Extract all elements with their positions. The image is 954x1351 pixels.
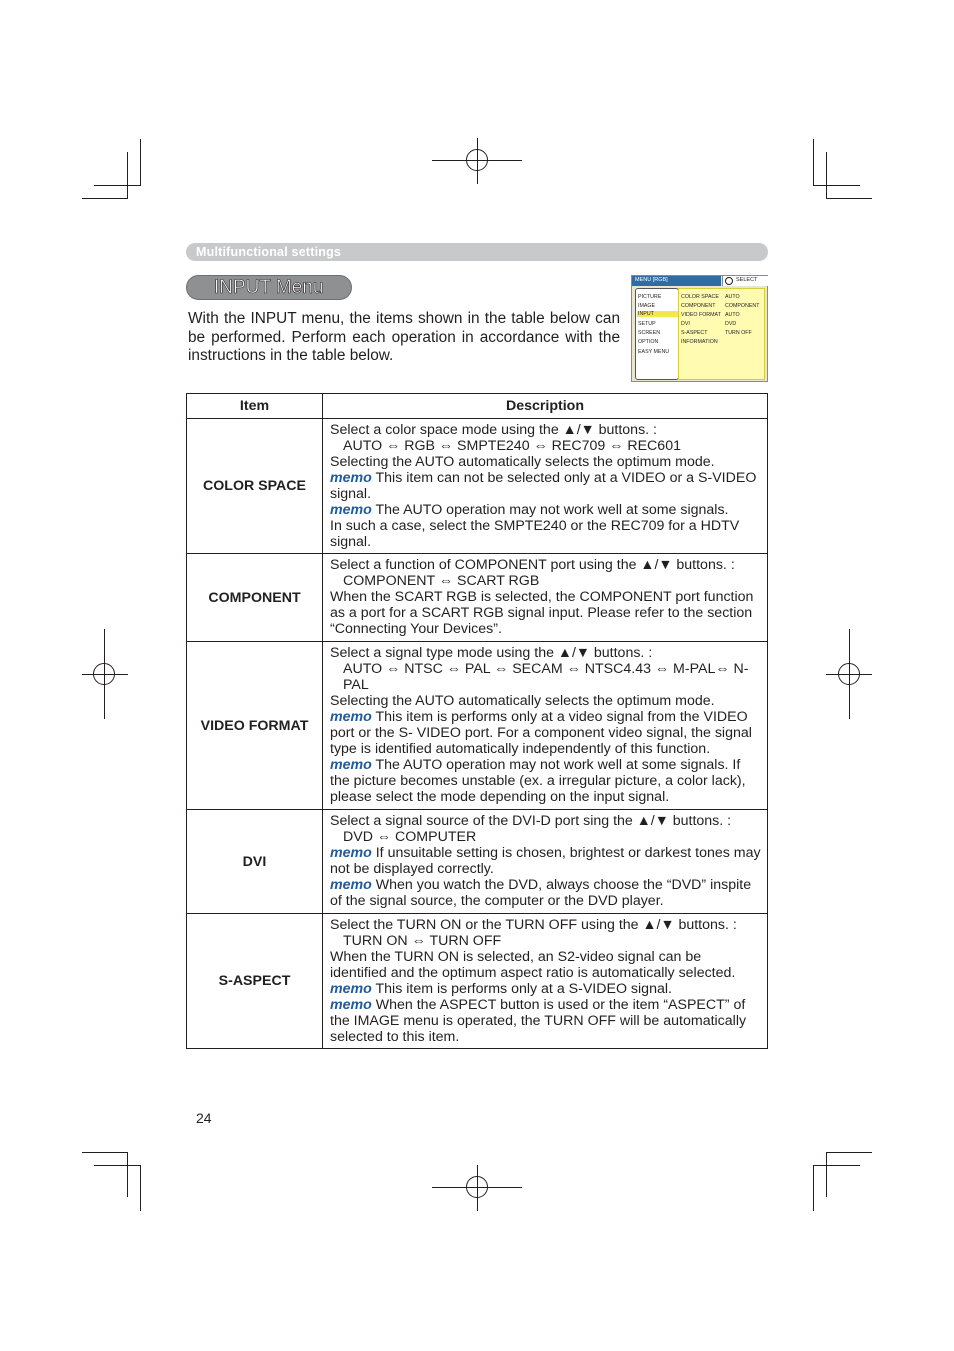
description-text: DVD ⇔ COMPUTER: [343, 829, 477, 845]
item-name-cell: DVI: [187, 810, 323, 914]
memo-label: memo: [330, 709, 372, 725]
crop-mark: [813, 139, 814, 186]
memo-label: memo: [330, 997, 372, 1013]
crop-mark: [94, 1165, 141, 1166]
item-name-cell: COMPONENT: [187, 554, 323, 642]
description-column-header: Description: [323, 394, 768, 419]
description-text: This item is performs only at a video signal from the VIDEO port or the S- VIDEO port. For a component video signal, the signal type is identified automatically independently of this function.: [330, 709, 752, 757]
description-line: [330, 557, 761, 573]
item-column-header: Item: [187, 394, 323, 419]
description-text: This item is performs only at a S-VIDEO signal.: [371, 981, 672, 997]
osd-submenu-panel: [678, 288, 765, 380]
crop-mark: [140, 1165, 141, 1211]
menu-title-pill: [186, 275, 352, 300]
table-row: [187, 914, 768, 1049]
table-row: [187, 419, 768, 554]
description-line: [330, 589, 761, 637]
registration-circle: [466, 149, 488, 171]
registration-circle: [466, 1176, 488, 1198]
description-text: Select a signal source of the DVI-D port sing the ▲/▼ buttons. :: [330, 813, 732, 829]
description-line: [330, 933, 761, 949]
description-cell: [323, 554, 768, 642]
osd-row-name: DVI: [681, 321, 690, 327]
crop-mark: [94, 185, 141, 186]
crop-mark: [82, 1152, 128, 1153]
crop-mark: [826, 198, 872, 199]
osd-row-value: AUTO: [725, 312, 740, 318]
description-cell: [323, 914, 768, 1049]
description-line: [330, 917, 761, 933]
memo-note: [330, 981, 761, 997]
table-row: [187, 642, 768, 810]
osd-row-value: AUTO: [725, 294, 740, 300]
description-cell: [323, 810, 768, 914]
osd-row-value: TURN OFF: [725, 330, 752, 336]
osd-title-bar: [632, 276, 721, 286]
table-row: [187, 554, 768, 642]
osd-menu-item: EASY MENU: [638, 349, 670, 355]
osd-menu-illustration: [631, 275, 768, 382]
memo-note: [330, 709, 761, 757]
description-text: TURN ON ⇔ TURN OFF: [343, 933, 502, 949]
description-text: If unsuitable setting is chosen, brightest or darkest tones may not be displayed correctly.: [330, 845, 761, 877]
memo-label: memo: [330, 845, 372, 861]
description-text: AUTO ⇔ RGB ⇔ SMPTE240 ⇔ REC709 ⇔ REC601: [343, 438, 681, 454]
osd-row-name: VIDEO FORMAT: [681, 312, 721, 318]
description-line: [330, 454, 761, 470]
description-line: [330, 829, 761, 845]
description-line: [330, 813, 761, 829]
table-body: [187, 419, 768, 1049]
crop-mark: [826, 1152, 827, 1197]
osd-menu-item: PICTURE: [638, 294, 662, 300]
memo-note: [330, 470, 761, 502]
description-line: [330, 645, 761, 661]
description-text: When the SCART RGB is selected, the COMPONENT port function as a port for a SCART RGB signal input. Please refer to the section “Connecting Your Devices”.: [330, 589, 754, 637]
crop-mark: [813, 1165, 860, 1166]
osd-title: MENU [RGB]: [635, 277, 668, 283]
description-text: Select a color space mode using the ▲/▼ buttons. :: [330, 422, 657, 438]
crop-mark: [813, 185, 860, 186]
osd-menu-item: IMAGE: [638, 303, 656, 309]
description-text: Selecting the AUTO automatically selects the optimum mode.: [330, 454, 715, 470]
osd-menu-item: OPTION: [638, 339, 659, 345]
description-text: When the ASPECT button is used or the item “ASPECT” of the IMAGE menu is operated, the TURN OFF will be automatically selected to this item.: [330, 997, 747, 1045]
osd-row-name: INFORMATION: [681, 339, 718, 345]
description-text: When you watch the DVD, always choose the “DVD” inspite of the signal source, the computer or the DVD player.: [330, 877, 752, 909]
input-menu-table: [186, 393, 768, 1049]
osd-menu-item: SETUP: [638, 321, 656, 327]
osd-menu-item: SCREEN: [638, 330, 661, 336]
page-number: 24: [196, 1110, 212, 1126]
description-line: [330, 573, 761, 589]
description-line: [330, 949, 761, 981]
crop-mark: [813, 1165, 814, 1211]
description-text: Select a signal type mode using the ▲/▼ buttons. :: [330, 645, 653, 661]
registration-circle: [838, 663, 860, 685]
table-header-row: [187, 394, 768, 419]
osd-row-name: COLOR SPACE: [681, 294, 719, 300]
item-name-cell: COLOR SPACE: [187, 419, 323, 554]
description-text: In such a case, select the SMPTE240 or the REC709 for a HDTV signal.: [330, 518, 740, 550]
osd-row-value: DVD: [725, 321, 737, 327]
osd-menu-item-selected: INPUT: [637, 311, 678, 317]
description-text: Select a function of COMPONENT port using the ▲/▼ buttons. :: [330, 557, 735, 573]
description-line: [330, 422, 761, 438]
memo-note: [330, 502, 761, 518]
memo-label: memo: [330, 981, 372, 997]
select-button-icon: [725, 277, 733, 285]
description-text: COMPONENT ⇔ SCART RGB: [343, 573, 540, 589]
menu-title: INPUT Menu: [214, 277, 324, 298]
crop-mark: [140, 139, 141, 186]
crop-mark: [826, 152, 827, 199]
intro-paragraph: With the INPUT menu, the items shown in the table below can be performed. Perform each operation in accordance with the instructions in the table below.: [188, 310, 620, 364]
description-line: [330, 438, 761, 454]
memo-note: [330, 877, 761, 909]
memo-note: [330, 845, 761, 877]
description-text: This item can not be selected only at a VIDEO or a S-VIDEO signal.: [330, 470, 757, 502]
crop-mark: [127, 152, 128, 199]
crop-mark: [127, 1152, 128, 1197]
memo-note: [330, 757, 761, 805]
osd-select-label: SELECT: [736, 277, 758, 283]
osd-row-name: S-ASPECT: [681, 330, 708, 336]
crop-mark: [826, 1152, 872, 1153]
memo-label: memo: [330, 757, 372, 773]
memo-note: [330, 997, 761, 1045]
section-label: Multifunctional settings: [196, 245, 342, 259]
osd-row-name: COMPONENT: [681, 303, 716, 309]
osd-select-hint: [722, 276, 768, 286]
description-text: When the TURN ON is selected, an S2-video signal can be identified and the optimum aspect ratio is automatically selected.: [330, 949, 736, 981]
item-name-cell: S-ASPECT: [187, 914, 323, 1049]
memo-label: memo: [330, 470, 372, 486]
section-header-bar: [186, 243, 768, 261]
description-line: [330, 661, 761, 693]
description-text: The AUTO operation may not work well at some signals. If the picture becomes unstable (ex. a irregular picture, a color lack), please select the mode depending on the input signal.: [330, 757, 746, 805]
description-text: Select the TURN ON or the TURN OFF using the ▲/▼ buttons. :: [330, 917, 737, 933]
osd-menu-list: [635, 288, 679, 380]
description-text: AUTO ⇔ NTSC ⇔ PAL ⇔ SECAM ⇔ NTSC4.43 ⇔ M-PAL⇔ N-PAL: [343, 661, 749, 693]
description-cell: [323, 419, 768, 554]
memo-label: memo: [330, 877, 372, 893]
item-name-cell: VIDEO FORMAT: [187, 642, 323, 810]
crop-mark: [82, 198, 128, 199]
registration-circle: [93, 663, 115, 685]
table-row: [187, 810, 768, 914]
description-line: [330, 518, 761, 550]
description-line: [330, 693, 761, 709]
description-cell: [323, 642, 768, 810]
description-text: Selecting the AUTO automatically selects the optimum mode.: [330, 693, 715, 709]
description-text: The AUTO operation may not work well at some signals.: [371, 502, 729, 518]
memo-label: memo: [330, 502, 372, 518]
osd-row-value: COMPONENT: [725, 303, 760, 309]
